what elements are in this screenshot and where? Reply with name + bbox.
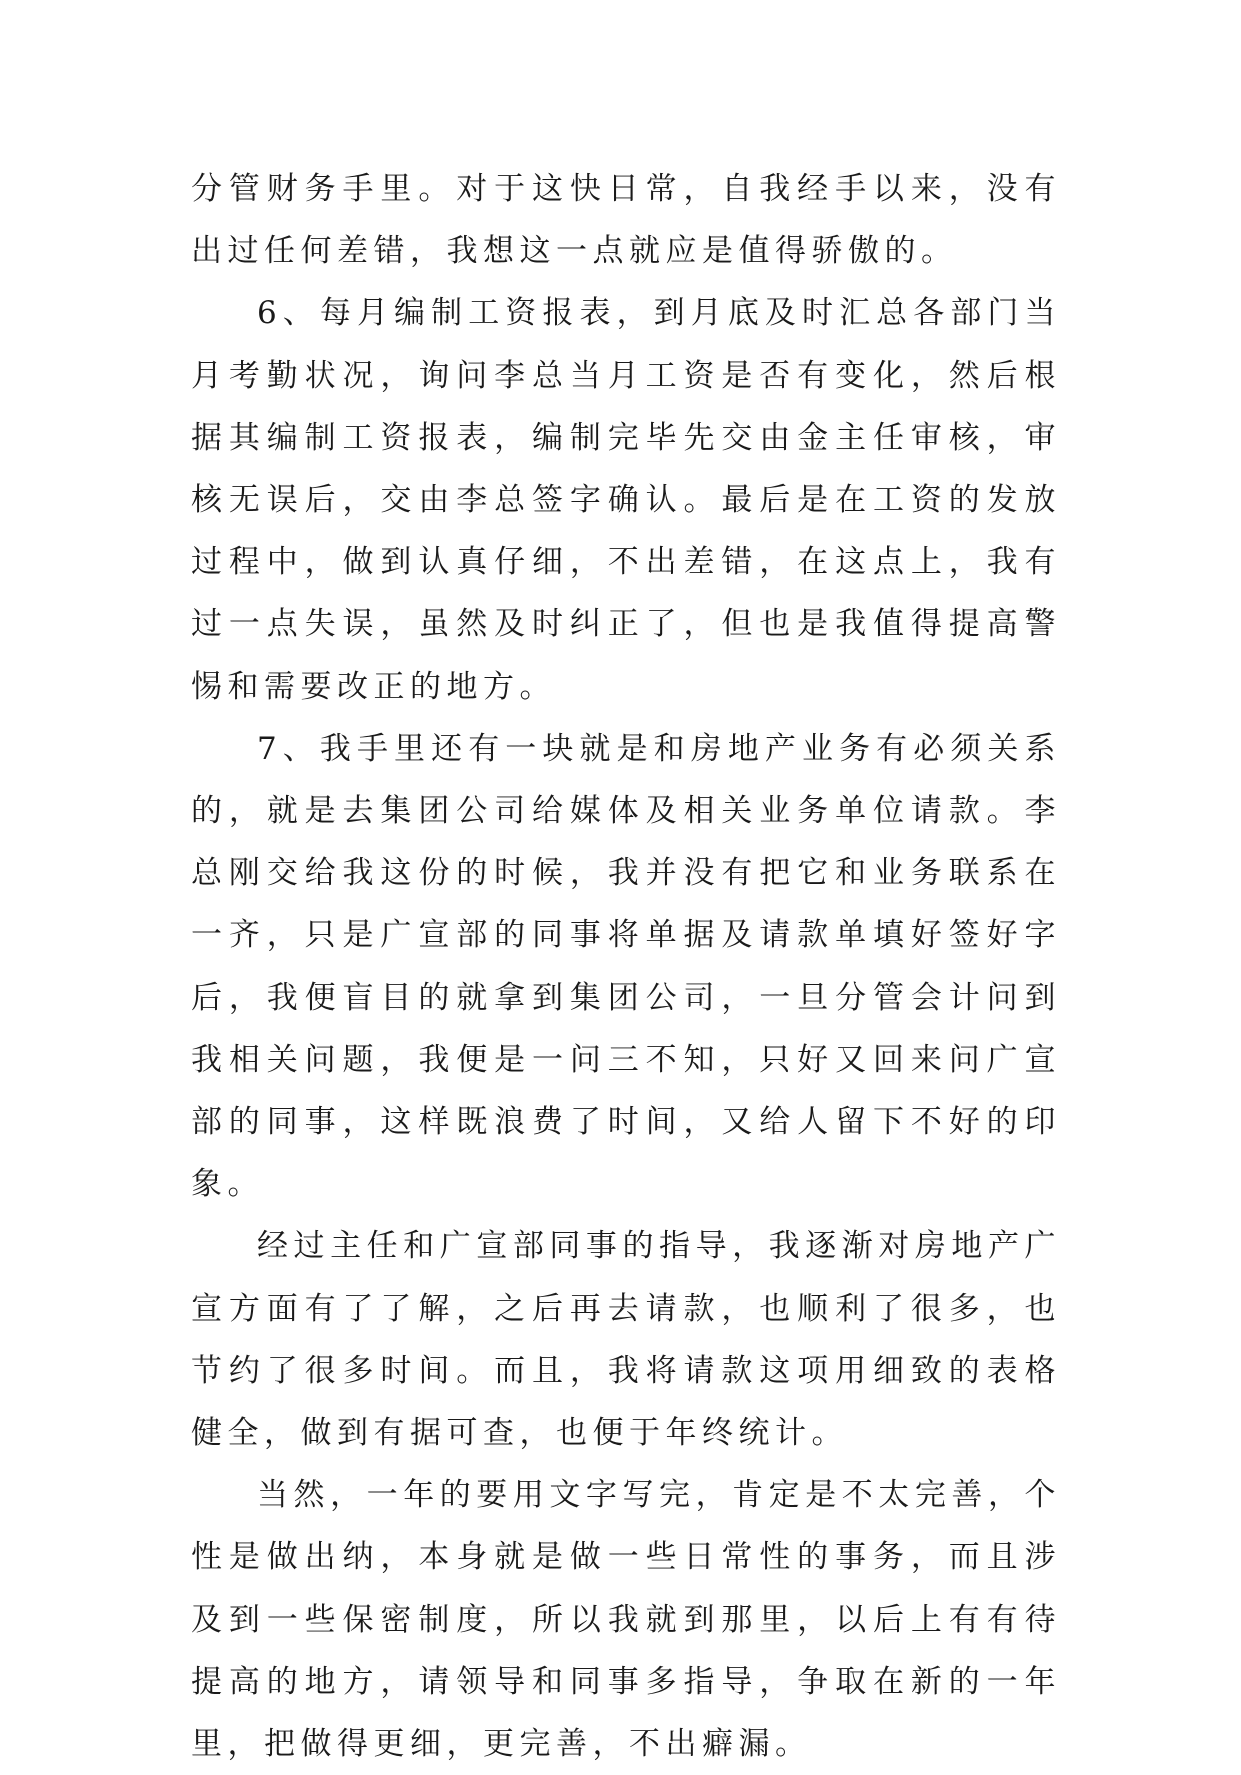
paragraph-5: 当然，一年的要用文字写完，肯定是不太完善，个性是做出纳，本身就是做一些日常性的事务，而且涉及到一些保密制度，所以我就到那里，以后上有有待提高的地方，请领导和同事多指导，争取在新的一年里，把做得更细，更完善，不出癖漏。 [191,1477,1061,1763]
paragraph-2: 6、每月编制工资报表，到月底及时汇总各部门当月考勤状况，询问李总当月工资是否有变化，然后根据其编制工资报表，编制完毕先交由金主任审核，审核无误后，交由李总签字确认。最后是在工资的发放过程中，做到认真仔细，不出差错，在这点上，我有过一点失误，虽然及时纠正了，但也是我值得提高警惕和需要改正的地方。 [191,295,1061,705]
paragraph-1: 分管财务手里。对于这快日常，自我经手以来，没有出过任何差错，我想这一点就应是值得骄傲的。 [191,171,1061,270]
paragraph-3: 7、我手里还有一块就是和房地产业务有必须关系的，就是去集团公司给媒体及相关业务单位请款。李总刚交给我这份的时候，我并没有把它和业务联系在一齐，只是广宣部的同事将单据及请款单填好签好字后，我便盲目的就拿到集团公司，一旦分管会计问到我相关问题，我便是一问三不知，只好又回来问广宣部的同事，这样既浪费了时间，又给人留下不好的印象。 [191,730,1061,1203]
document-body [191,158,1061,1775]
paragraph-4: 经过主任和广宣部同事的指导，我逐渐对房地产广宣方面有了了解，之后再去请款，也顺利了很多，也节约了很多时间。而且，我将请款这项用细致的表格健全，做到有据可查，也便于年终统计。 [191,1228,1061,1452]
